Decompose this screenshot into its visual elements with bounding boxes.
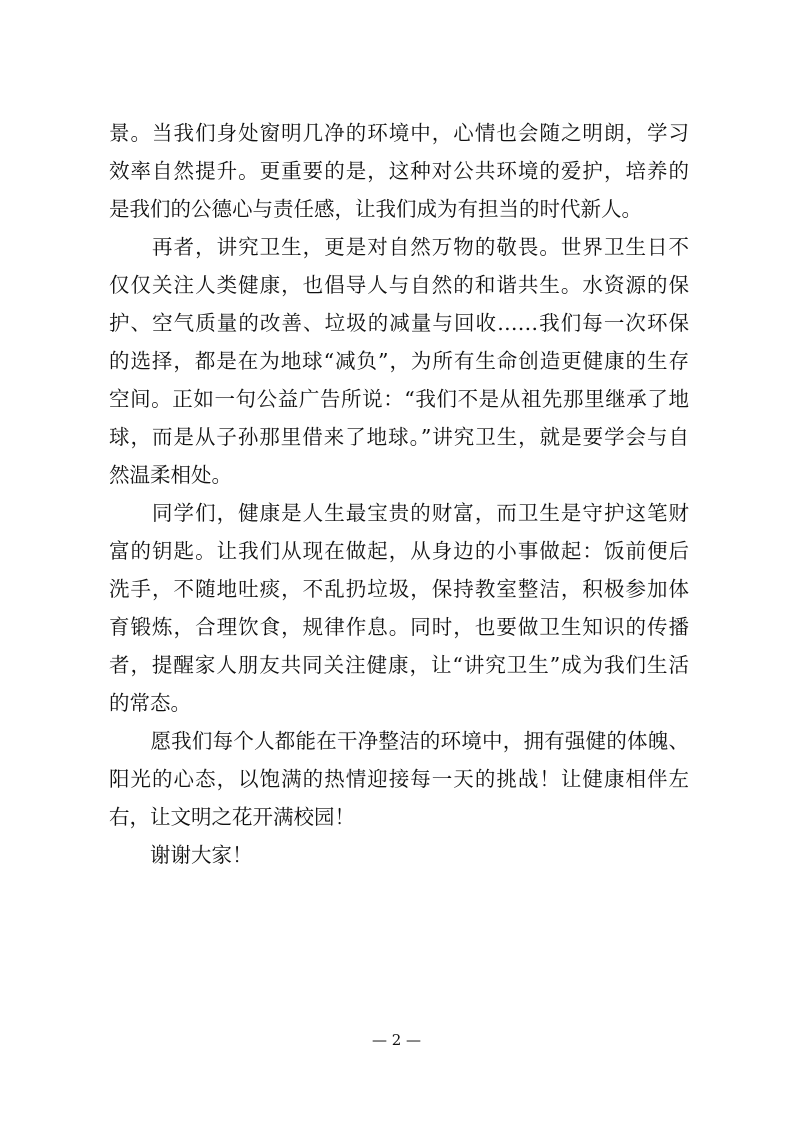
text-line: 球，而是从子孙那里借来了地球。”讲究卫生，就是要学会与自	[109, 425, 689, 449]
text-line: 育锻炼，合理饮食，规律作息。同时，也要做卫生知识的传播	[109, 615, 689, 639]
text-line: 的选择，都是在为地球“减负”，为所有生命创造更健康的生存	[109, 349, 689, 373]
text-line: 的常态。	[109, 691, 191, 715]
text-line: 仅仅关注人类健康，也倡导人与自然的和谐共生。水资源的保	[109, 273, 689, 297]
paragraph	[109, 494, 689, 722]
text-line: 阳光的心态，以饱满的热情迎接每一天的挑战！让健康相伴左	[109, 767, 689, 791]
text-line: 右，让文明之花开满校园！	[109, 805, 355, 829]
paragraph	[109, 836, 689, 874]
text-line: 愿我们每个人都能在干净整洁的环境中，拥有强健的体魄、	[109, 729, 689, 753]
closing-line: 谢谢大家！	[109, 843, 253, 867]
page-number: — 2 —	[371, 1031, 422, 1049]
paragraph	[109, 722, 689, 836]
text-line: 同学们，健康是人生最宝贵的财富，而卫生是守护这笔财	[109, 501, 689, 525]
text-line: 再者，讲究卫生，更是对自然万物的敬畏。世界卫生日不	[109, 235, 689, 259]
text-line: 是我们的公德心与责任感，让我们成为有担当的时代新人。	[109, 197, 642, 221]
text-line: 景。当我们身处窗明几净的环境中，心情也会随之明朗，学习	[109, 121, 689, 145]
paragraph	[109, 114, 689, 228]
document-body	[109, 114, 689, 874]
text-line: 然温柔相处。	[109, 463, 232, 487]
text-line: 护、空气质量的改善、垃圾的减量与回收……我们每一次环保	[109, 311, 689, 335]
text-line: 效率自然提升。更重要的是，这种对公共环境的爱护，培养的	[109, 159, 689, 183]
text-line: 富的钥匙。让我们从现在做起，从身边的小事做起：饭前便后	[109, 539, 689, 563]
paragraph	[109, 228, 689, 494]
text-line: 空间。正如一句公益广告所说：“我们不是从祖先那里继承了地	[109, 387, 689, 411]
text-line: 洗手，不随地吐痰，不乱扔垃圾，保持教室整洁，积极参加体	[109, 577, 689, 601]
text-line: 者，提醒家人朋友共同关注健康，让“讲究卫生”成为我们生活	[109, 653, 689, 677]
